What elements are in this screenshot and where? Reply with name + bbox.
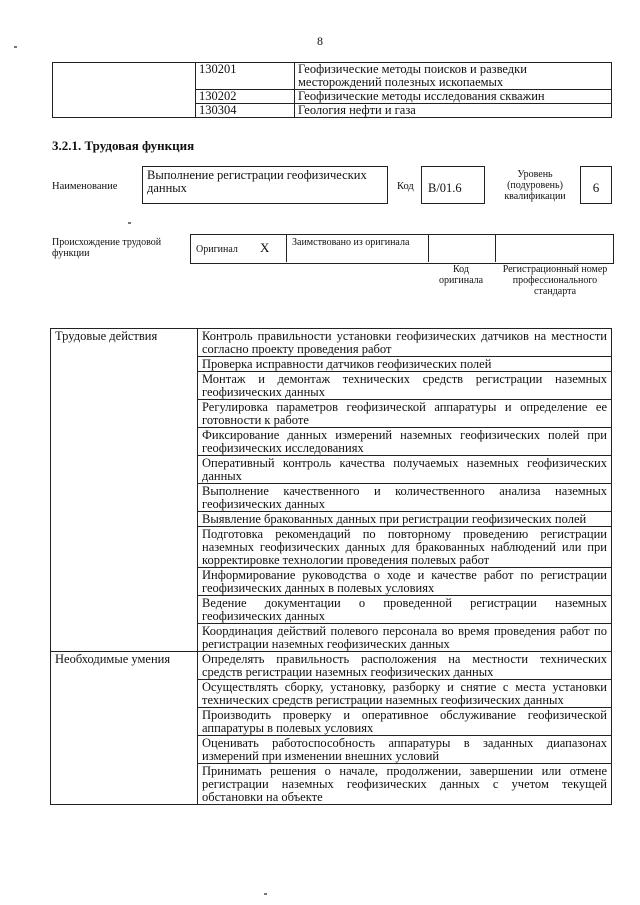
skills-label: Необходимые умения xyxy=(51,652,198,805)
specialty-table xyxy=(52,62,612,118)
labor_actions-item: Ведение документации о проведенной регистрации наземных геофизических данных xyxy=(198,596,612,624)
specialty-name: Геология нефти и газа xyxy=(295,104,612,118)
labor_actions-item: Координация действий полевого персонала во время проведения работ по регистрации наземных геофизических данных xyxy=(198,624,612,652)
function-table xyxy=(50,328,612,805)
specialty-name: Геофизические методы поисков и разведки месторождений полезных ископаемых xyxy=(295,63,612,90)
origin-label: Происхождение трудовой функции xyxy=(52,237,162,259)
table-row xyxy=(53,63,612,90)
skills-item: Оценивать работоспособность аппаратуры в заданных диапазонах измерений при изменении внешних условий xyxy=(198,736,612,764)
empty-cell xyxy=(53,63,196,118)
labor_actions-label: Трудовые действия xyxy=(51,329,198,652)
divider xyxy=(286,234,287,262)
level-label: Уровень (подуровень) квалификации xyxy=(504,169,566,202)
scan-mark xyxy=(264,893,267,895)
section-title: 3.2.1. Трудовая функция xyxy=(52,138,195,153)
code-label: Код xyxy=(397,181,414,192)
level-value-box: 6 xyxy=(580,166,612,204)
skills-item: Определять правильность расположения на местности технических средств регистрации наземных геофизических данных xyxy=(198,652,612,680)
name-label: Наименование xyxy=(52,181,118,192)
function-name-box: Выполнение регистрации геофизических данных xyxy=(142,166,388,204)
borrowed-label: Заимствовано из оригинала xyxy=(292,237,410,248)
original-label: Оригинал xyxy=(196,244,238,255)
labor_actions-item: Регулировка параметров геофизической аппаратуры и определение ее готовности к работе xyxy=(198,400,612,428)
specialty-code: 130201 xyxy=(196,63,295,90)
skills-item: Осуществлять сборку, установку, разборку и снятие с места установки технических средств регистрации наземных геофизических данных xyxy=(198,680,612,708)
specialty-code: 130202 xyxy=(196,90,295,104)
specialty-name: Геофизические методы исследования скважин xyxy=(295,90,612,104)
labor_actions-item: Подготовка рекомендаций по повторному проведению регистрации наземных геофизических данных для бракованных наблюдений или при корректировке технологии проведения полевых работ xyxy=(198,527,612,568)
table-row xyxy=(51,652,612,680)
labor_actions-item: Выполнение качественного и количественного анализа наземных геофизических данных xyxy=(198,484,612,512)
scan-mark xyxy=(128,222,131,224)
reg-number-label: Регистрационный номер профессионального стандарта xyxy=(502,264,608,297)
specialty-code: 130304 xyxy=(196,104,295,118)
table-row xyxy=(51,329,612,357)
code-original-label: Код оригинала xyxy=(438,264,484,286)
page-number: 8 xyxy=(317,34,323,48)
skills-item: Производить проверку и оперативное обслуживание геофизической аппаратуры в полевых условиях xyxy=(198,708,612,736)
labor_actions-item: Оперативный контроль качества получаемых наземных геофизических данных xyxy=(198,456,612,484)
labor_actions-item: Проверка исправности датчиков геофизических полей xyxy=(198,357,612,372)
labor_actions-item: Монтаж и демонтаж технических средств регистрации наземных геофизических данных xyxy=(198,372,612,400)
labor_actions-item: Выявление бракованных данных при регистрации геофизических полей xyxy=(198,512,612,527)
function-code-box: B/01.6 xyxy=(421,166,485,204)
scan-mark xyxy=(14,46,17,48)
labor_actions-item: Информирование руководства о ходе и качестве работ по регистрации геофизических данных в полевых условиях xyxy=(198,568,612,596)
labor_actions-item: Контроль правильности установки геофизических датчиков на местности согласно проекту проведения работ xyxy=(198,329,612,357)
skills-item: Принимать решения о начале, продолжении, завершении или отмене регистрации наземных геофизических данных с учетом текущей обстановки на объекте xyxy=(198,764,612,805)
original-mark: X xyxy=(260,240,270,255)
labor_actions-item: Фиксирование данных измерений наземных геофизических полей при геофизических исследованиях xyxy=(198,428,612,456)
function-table-body xyxy=(51,329,612,805)
divider xyxy=(495,234,496,262)
divider xyxy=(428,234,429,262)
